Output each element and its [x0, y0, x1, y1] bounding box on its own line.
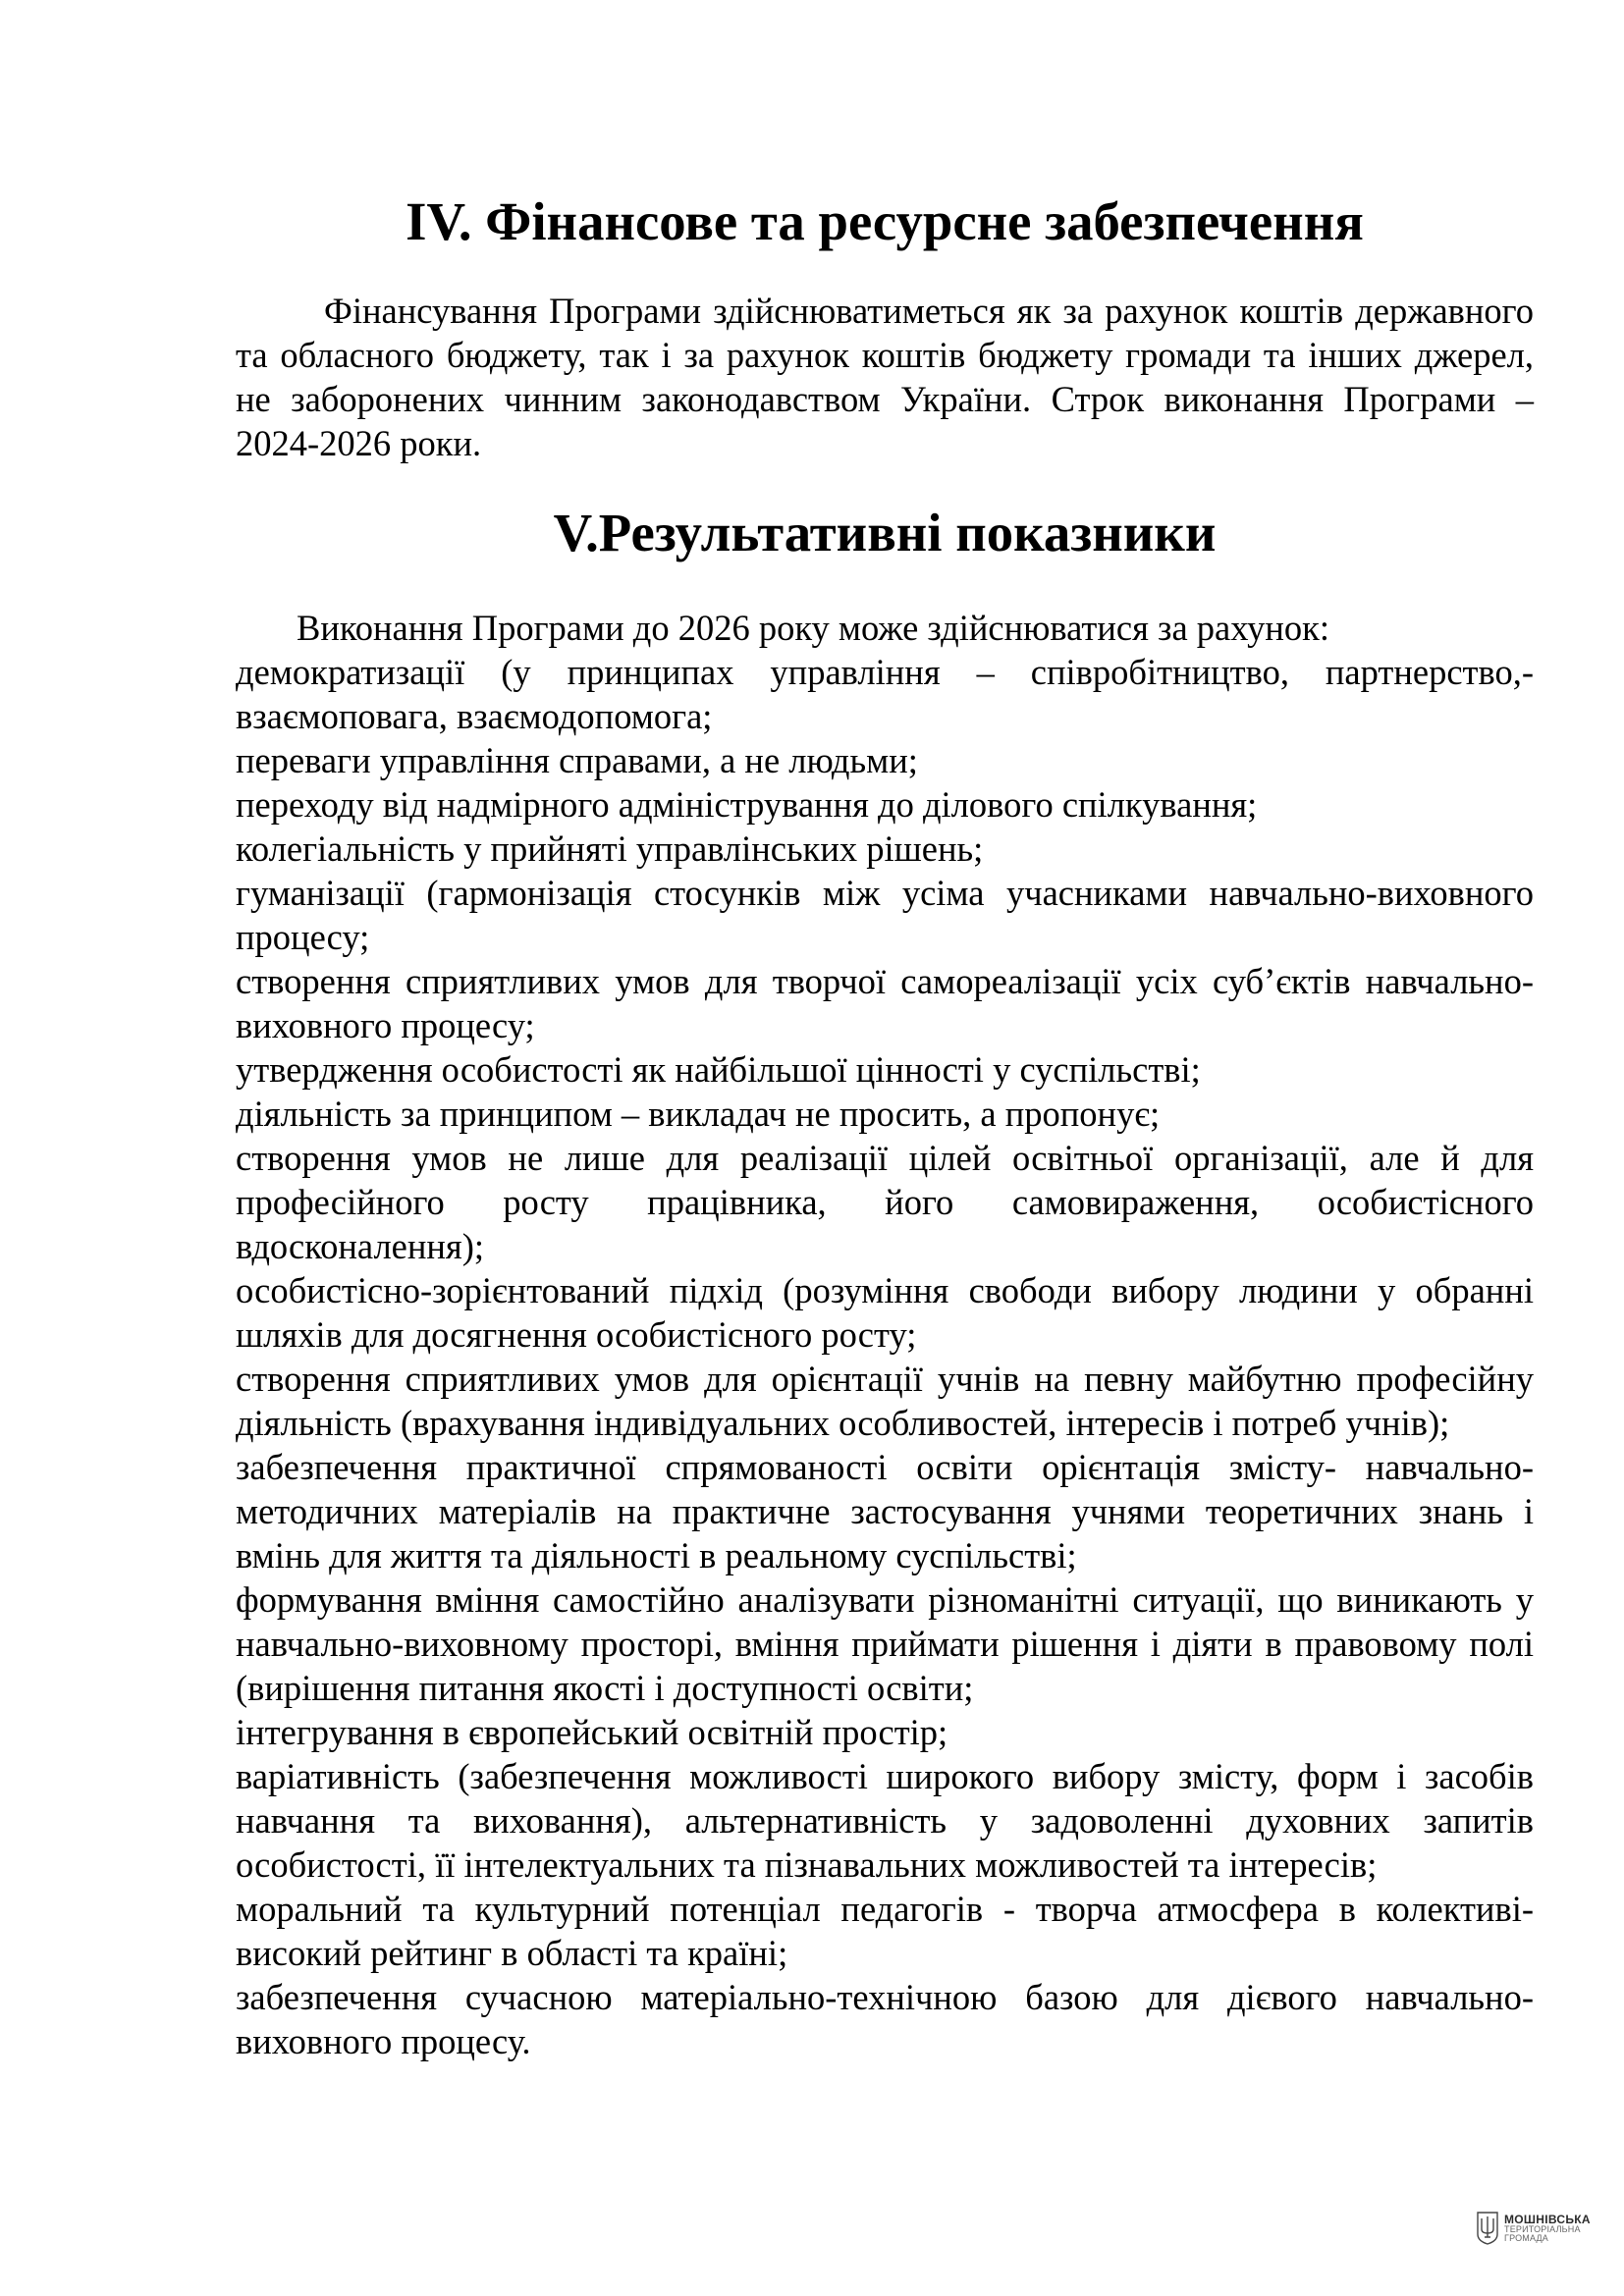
- logo-line: ГРОМАДА: [1504, 2233, 1548, 2243]
- list-item: переваги управління справами, а не людьми;: [236, 740, 918, 780]
- list-item: діяльність за принципом – викладач не просить, а пропонує;: [236, 1094, 1161, 1134]
- results-intro: Виконання Програми до 2026 року може здійснюватися за рахунок:: [297, 608, 1329, 648]
- list-item: створення сприятливих умов для творчої самореалізації усіх суб’єктів навчально-виховного процесу;: [236, 961, 1534, 1045]
- list-item: моральний та культурний потенціал педагогів - творча атмосфера в колективі- високий рейтинг в області та країні;: [236, 1889, 1534, 1973]
- funding-paragraph: Фінансування Програми здійснюватиметься як за рахунок коштів державного та обласного бюджету, так і за рахунок коштів бюджету громади та інших джерел, не заборонених чинним законодавством України. Строк виконання Програми – 2024-2026 роки.: [236, 291, 1534, 463]
- logo-text: [1504, 2214, 1591, 2243]
- list-item: забезпечення сучасною матеріально-технічною базою для дієвого навчально-виховного процесу.: [236, 1977, 1534, 2061]
- trident-emblem-icon: [1477, 2212, 1498, 2245]
- list-item: гуманізації (гармонізація стосунків між усіма учасниками навчально-виховного процесу;: [236, 873, 1534, 957]
- document-body: [236, 191, 1534, 2063]
- list-item: формування вміння самостійно аналізувати різноманітні ситуації, що виникають у навчально-виховному просторі, вміння приймати рішення і діяти в правовому полі (вирішення питання якості і доступності освіти;: [236, 1579, 1534, 1708]
- section-v-heading: V.Результативні показники: [553, 503, 1217, 562]
- list-item: варіативність (забезпечення можливості широкого вибору змісту, форм і засобів навчання та виховання), альтернативність у задоволенні духовних запитів особистості, її інтелектуальних та пізнавальних можливостей та інтересів;: [236, 1756, 1534, 1885]
- list-item: інтегрування в європейський освітній простір;: [236, 1712, 948, 1752]
- community-logo: [1477, 2212, 1591, 2245]
- list-item: демократизації (у принципах управління – співробітництво, партнерство,- взаємоповага, взаємодопомога;: [236, 652, 1534, 736]
- list-item: колегіальність у прийняті управлінських рішень;: [236, 828, 984, 869]
- list-item: переходу від надмірного адміністрування до ділового спілкування;: [236, 784, 1258, 825]
- logo-line: ТЕРИТОРІАЛЬНА: [1504, 2224, 1581, 2234]
- list-item: особистісно-зорієнтований підхід (розуміння свободи вибору людини у обранні шляхів для досягнення особистісного росту;: [236, 1270, 1534, 1355]
- list-item: створення сприятливих умов для орієнтації учнів на певну майбутню професійну діяльність (врахування індивідуальних особливостей, інтересів і потреб учнів);: [236, 1359, 1534, 1443]
- list-item: забезпечення практичної спрямованості освіти орієнтація змісту- навчально-методичних матеріалів на практичне застосування учнями теоретичних знань і вмінь для життя та діяльності в реальному суспільстві;: [236, 1447, 1534, 1575]
- logo-line: МОШНІВСЬКА: [1504, 2213, 1591, 2226]
- section-iv-heading: IV. Фінансове та ресурсне забезпечення: [406, 191, 1364, 251]
- indicator-list: [236, 650, 1534, 2063]
- list-item: створення умов не лише для реалізації цілей освітньої організації, але й для професійного росту працівника, його самовираження, особистісного вдосконалення);: [236, 1138, 1534, 1266]
- list-item: утвердження особистості як найбільшої цінності у суспільстві;: [236, 1049, 1201, 1090]
